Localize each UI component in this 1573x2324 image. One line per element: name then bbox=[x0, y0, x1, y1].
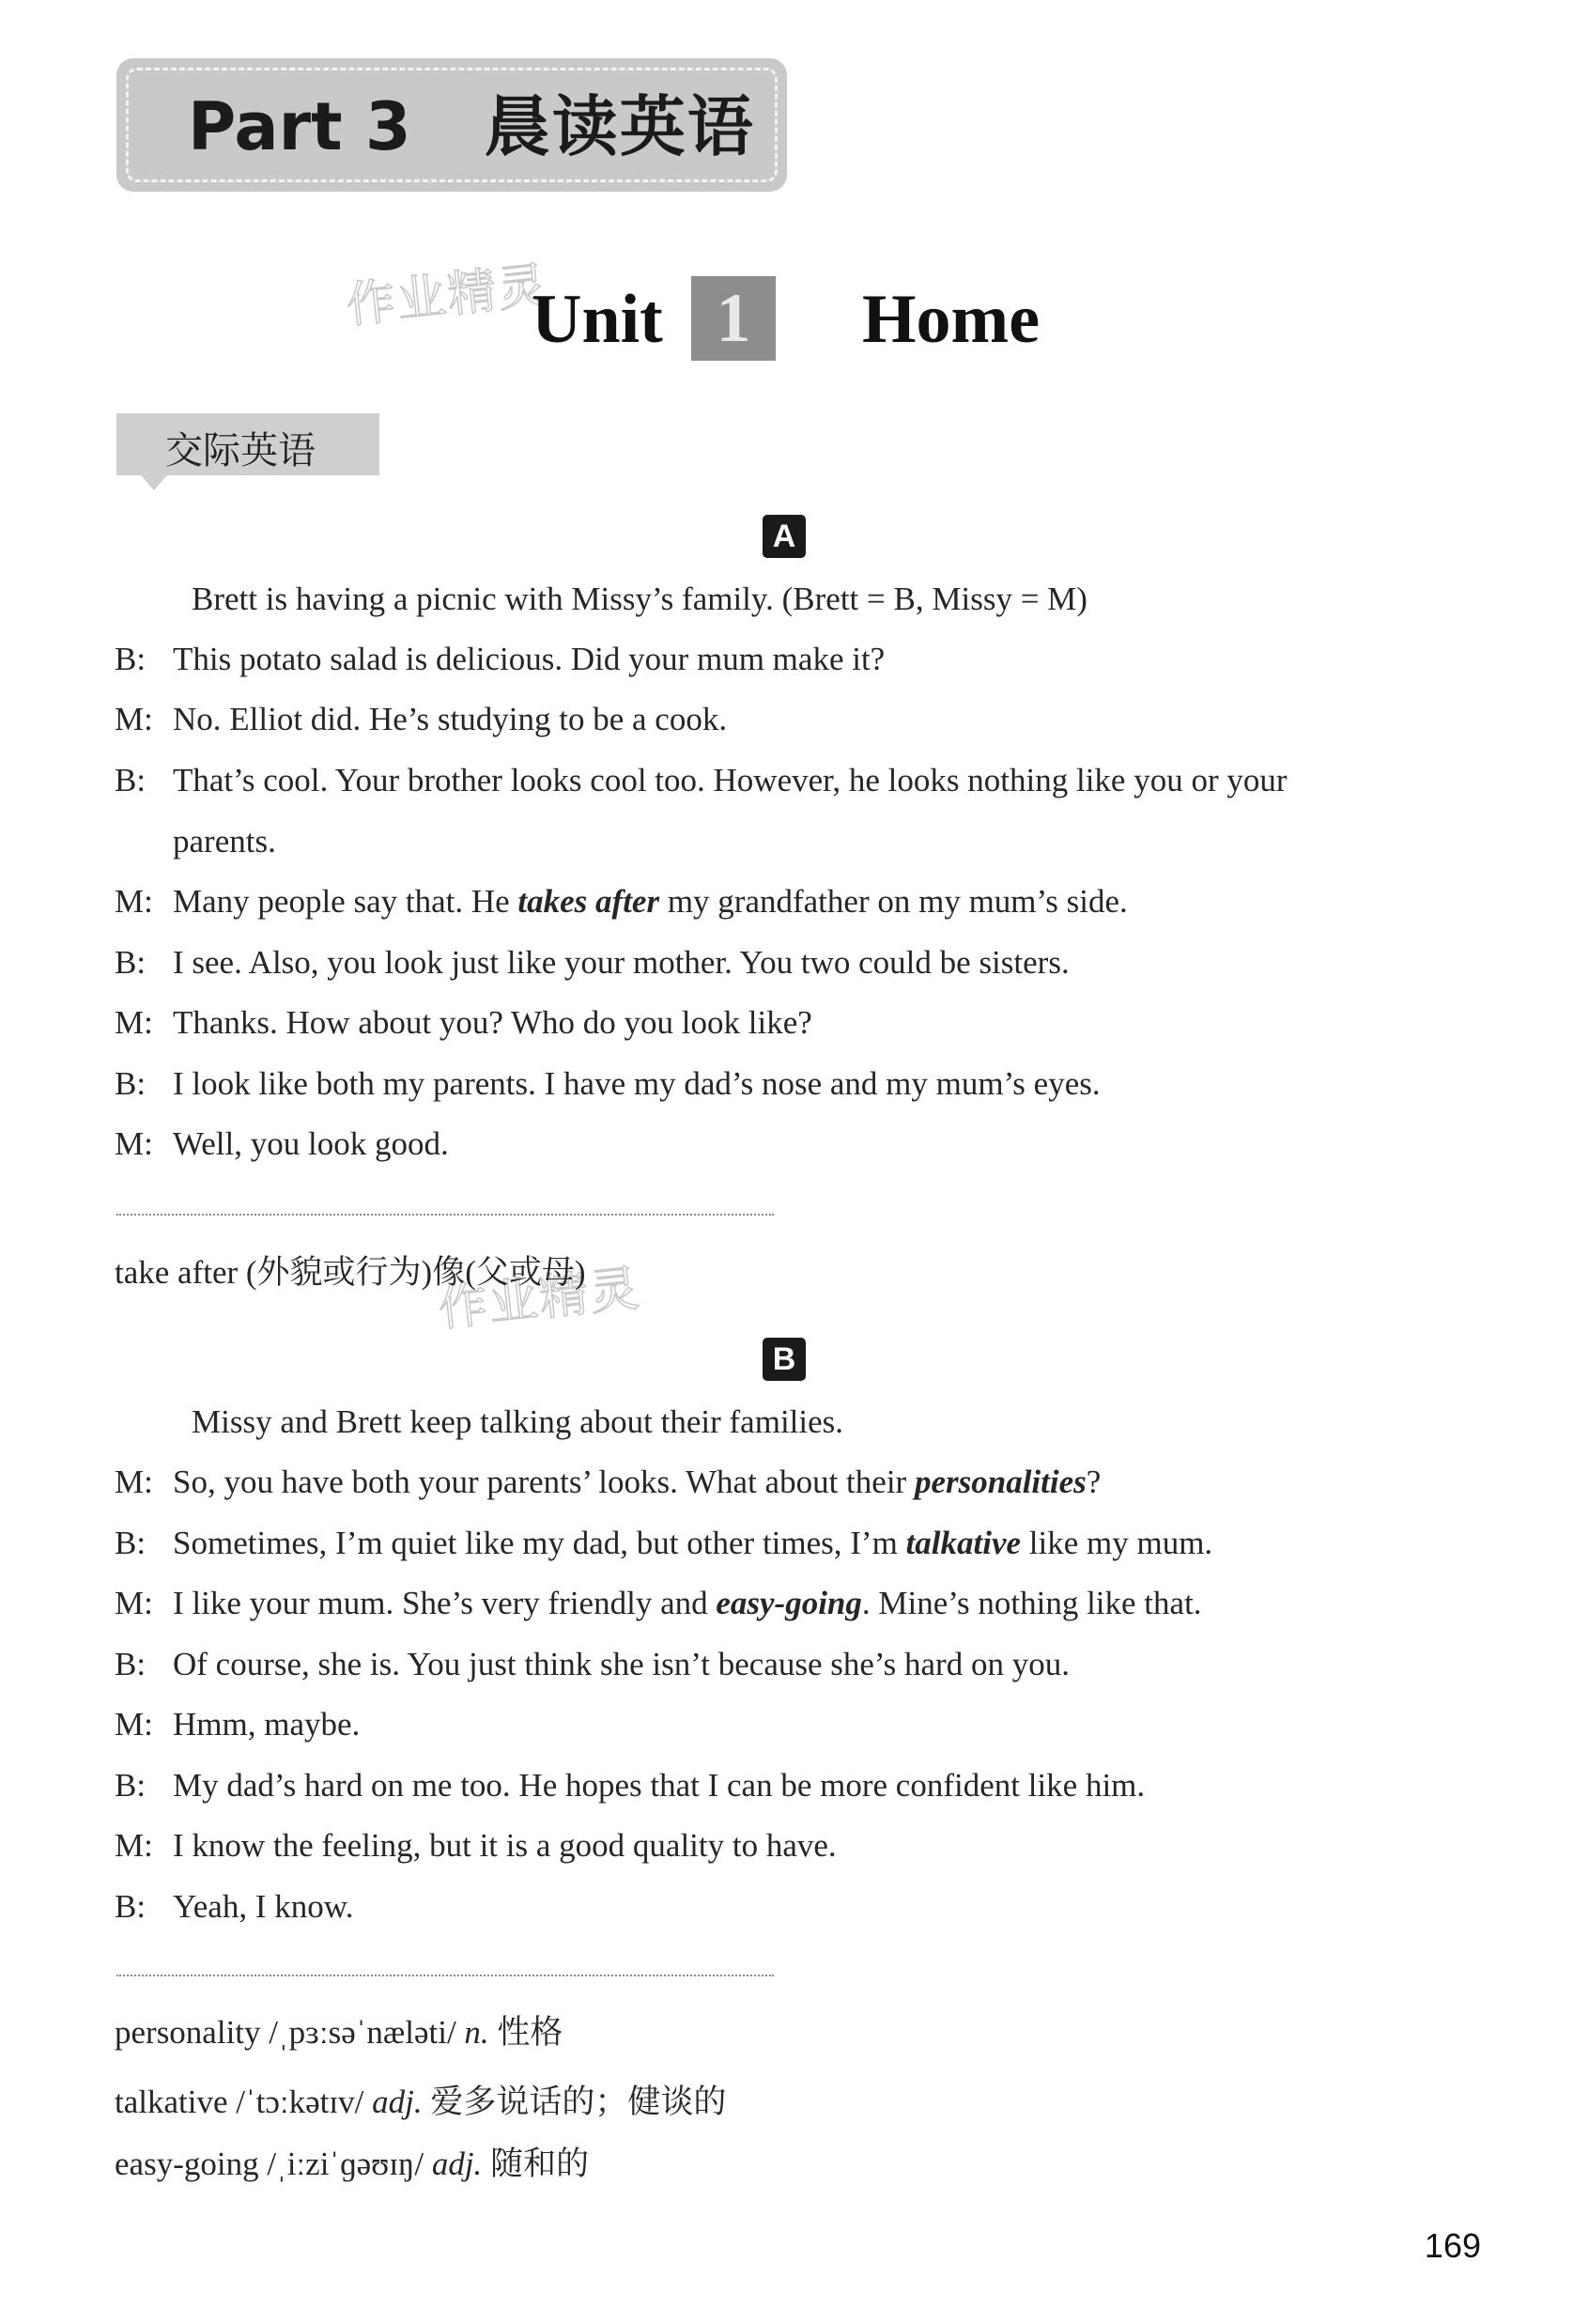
line-text-pre: So, you have both your parents’ looks. What about their bbox=[173, 1464, 915, 1500]
line-text: Thanks. How about you? Who do you look like? bbox=[173, 1004, 812, 1041]
speaker-label: B: bbox=[115, 641, 147, 677]
dialogue-line bbox=[115, 1125, 449, 1163]
vocab-item bbox=[115, 2014, 563, 2052]
dialogue-line bbox=[115, 1767, 1145, 1805]
speaker-label: M: bbox=[115, 1125, 153, 1162]
line-text: No. Elliot did. He’s studying to be a cook. bbox=[173, 701, 728, 737]
key-word: talkative bbox=[905, 1525, 1022, 1561]
dialogue-line bbox=[115, 1065, 1101, 1103]
speaker-label: B: bbox=[115, 1525, 147, 1561]
line-text: My dad’s hard on me too. He hopes that I can be more confident like him. bbox=[173, 1767, 1146, 1804]
line-text: Yeah, I know. bbox=[173, 1888, 354, 1925]
part-title bbox=[188, 75, 755, 178]
speaker-label: B: bbox=[115, 1065, 147, 1102]
key-word: personalities bbox=[914, 1464, 1087, 1500]
dialogue-line bbox=[115, 944, 1070, 982]
line-text: That’s cool. Your brother looks cool too. However, he looks nothing like you or your bbox=[173, 762, 1288, 798]
vocab-word: easy-going bbox=[115, 2146, 259, 2182]
dialogue-line bbox=[115, 1464, 1101, 1501]
vocab-meaning: 性格 bbox=[497, 2014, 563, 2051]
dialogue-line bbox=[115, 1827, 837, 1865]
line-text: This potato salad is delicious. Did your mum make it? bbox=[173, 641, 886, 677]
page-number: 169 bbox=[1424, 2226, 1481, 2265]
vocab-phonetic: /ˌpɜːsəˈnæləti/ bbox=[269, 2014, 456, 2051]
watermark-middle: 作业精灵 bbox=[436, 1260, 644, 1339]
dialogue-line bbox=[115, 1004, 812, 1042]
vocab-pos: adj. bbox=[431, 2146, 483, 2182]
speaker-label: M: bbox=[115, 1585, 153, 1621]
unit-word: Unit bbox=[532, 281, 663, 358]
line-text: Of course, she is. You just think she isn’t because she’s hard on you. bbox=[173, 1646, 1070, 1682]
section-tag-label: 交际英语 bbox=[165, 429, 316, 473]
dialogue-line bbox=[115, 883, 1128, 921]
line-text: I know the feeling, but it is a good quality to have. bbox=[173, 1827, 837, 1864]
line-text-post: like my mum. bbox=[1021, 1525, 1213, 1561]
dialogue-line-continuation bbox=[173, 823, 276, 860]
dialogue-line bbox=[115, 1525, 1212, 1562]
section-tag bbox=[116, 413, 379, 475]
part-label: Part 3 bbox=[188, 88, 411, 165]
speaker-label: B: bbox=[115, 944, 147, 981]
line-text-pre: Sometimes, I’m quiet like my dad, but other times, I’m bbox=[173, 1525, 906, 1561]
dialogue-line bbox=[115, 1646, 1070, 1683]
speaker-label: M: bbox=[115, 1827, 153, 1864]
speaker-label: B: bbox=[115, 1767, 147, 1804]
dialogue-line bbox=[115, 1706, 360, 1743]
divider bbox=[116, 1214, 774, 1216]
speaker-label: B: bbox=[115, 1888, 147, 1925]
vocab-meaning: 爱多说话的；健谈的 bbox=[430, 2084, 727, 2120]
dialogue-a-badge: A bbox=[763, 515, 806, 558]
speaker-label: M: bbox=[115, 883, 153, 920]
line-text: I look like both my parents. I have my dad’s nose and my mum’s eyes. bbox=[173, 1065, 1101, 1102]
watermark-top: 作业精灵 bbox=[344, 256, 552, 335]
line-text-pre: Many people say that. He bbox=[173, 883, 518, 920]
vocab-meaning: 随和的 bbox=[490, 2146, 590, 2182]
dialogue-line bbox=[115, 701, 727, 738]
vocab-phonetic: /ˈtɔːkətɪv/ bbox=[236, 2084, 364, 2120]
vocab-pos: adj. bbox=[372, 2084, 423, 2120]
line-text-post: my grandfather on my mum’s side. bbox=[659, 883, 1128, 920]
part-title-chinese: 晨读英语 bbox=[484, 88, 755, 165]
line-text-post: . Mine’s nothing like that. bbox=[861, 1585, 1202, 1621]
vocab-word: talkative bbox=[115, 2084, 228, 2120]
line-text: parents. bbox=[173, 823, 276, 860]
speaker-label: M: bbox=[115, 701, 153, 737]
dialogue-line bbox=[115, 641, 885, 678]
line-text-post: ? bbox=[1086, 1464, 1102, 1500]
speaker-label: M: bbox=[115, 1004, 153, 1041]
dialogue-line bbox=[115, 1585, 1202, 1622]
vocab-word: personality bbox=[115, 2014, 261, 2051]
dialogue-line bbox=[115, 762, 1288, 799]
line-text: I see. Also, you look just like your mother. You two could be sisters. bbox=[173, 944, 1070, 981]
dialogue-line bbox=[115, 1888, 354, 1926]
speaker-label: M: bbox=[115, 1706, 153, 1743]
dialogue-a-intro: Brett is having a picnic with Missy’s family. (Brett = B, Missy = M) bbox=[192, 581, 1087, 617]
key-word: easy-going bbox=[716, 1585, 862, 1621]
speaker-label: B: bbox=[115, 1646, 147, 1682]
vocab-phonetic: /ˌiːziˈɡəʊɪŋ/ bbox=[267, 2146, 424, 2182]
unit-name: Home bbox=[862, 281, 1041, 358]
line-text-pre: I like your mum. She’s very friendly and bbox=[173, 1585, 717, 1621]
dialogue-b-intro: Missy and Brett keep talking about their families. bbox=[192, 1403, 844, 1440]
unit-number-badge: 1 bbox=[691, 276, 776, 361]
divider bbox=[116, 1975, 774, 1976]
dialogue-b-badge: B bbox=[763, 1338, 806, 1381]
vocab-item bbox=[115, 2084, 726, 2121]
key-phrase: takes after bbox=[517, 883, 660, 920]
phrase-note: take after (外貌或行为)像(父或母) bbox=[115, 1254, 586, 1291]
speaker-label: M: bbox=[115, 1464, 153, 1500]
vocab-item bbox=[115, 2146, 589, 2183]
line-text: Well, you look good. bbox=[173, 1125, 449, 1162]
vocab-pos: n. bbox=[464, 2014, 489, 2051]
line-text: Hmm, maybe. bbox=[173, 1706, 361, 1743]
speaker-label: B: bbox=[115, 762, 147, 798]
